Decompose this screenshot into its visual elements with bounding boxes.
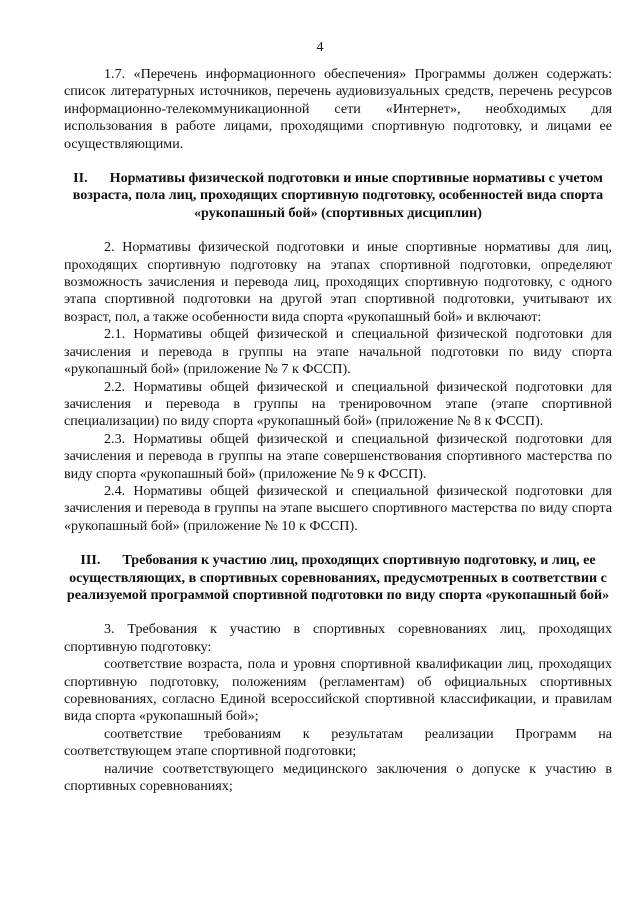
paragraph-2-4: 2.4. Нормативы общей физической и специальной физической подготовки для зачисления и перевода в группы на этапе высшего спортивного мастерства по виду спорта «рукопашный бой» (приложение № 10 к ФССП). [64, 482, 612, 534]
document-body [64, 66, 612, 795]
section-3-title: Требования к участию лиц, проходящих спортивную подготовку, и лиц, ее осуществляющих, в спортивных соревнованиях, предусмотренных в соответствии с реализуемой программой спортивной подготовки по виду спорта «рукопашный бой» [66, 552, 610, 603]
paragraph-2: 2. Нормативы физической подготовки и иные спортивные нормативы для лиц, проходящих спортивную подготовку на этапах спортивной подготовки, определяют возможность зачисления и перевода лиц, проходящих спортивную подготовку, с одного этапа спортивной подготовки на другой этап спортивной подготовки, учитывают их возраст, пол, а также особенности вида спорта «рукопашный бой» и включают: [64, 239, 612, 325]
paragraph-3-item-3: наличие соответствующего медицинского заключения о допуске к участию в спортивных соревнованиях; [64, 760, 612, 795]
paragraph-2-1: 2.1. Нормативы общей физической и специальной физической подготовки для зачисления и перевода в группы на этапе начальной подготовки по виду спорта «рукопашный бой» (приложение № 7 к ФССП). [64, 326, 612, 378]
paragraph-1-7: 1.7. «Перечень информационного обеспечения» Программы должен содержать: список литературных источников, перечень аудиовизуальных средств, перечень ресурсов информационно-телекоммуникационной сети «Интернет», необходимых для использования в работе лицами, проходящими спортивную подготовку, и лицами ее осуществляющими. [64, 66, 612, 152]
page-number: 4 [316, 40, 324, 55]
section-3-number: III. [80, 552, 101, 569]
paragraph-3-item-1: соответствие возраста, пола и уровня спортивной квалификации лиц, проходящих спортивную подготовку, положениям (регламентам) об официальных спортивных соревнованиях, согласно Единой всероссийской спортивной классификации, и правилам вида спорта «рукопашный бой»; [64, 656, 612, 725]
paragraph-3-item-2: соответствие требованиям к результатам реализации Программ на соответствующем этапе спортивной подготовки; [64, 725, 612, 760]
paragraph-3: 3. Требования к участию в спортивных соревнованиях лиц, проходящих спортивную подготовку: [64, 621, 612, 655]
paragraph-2-3: 2.3. Нормативы общей физической и специальной физической подготовки для зачисления и перевода в группы на этапе совершенствования спортивного мастерства по виду спорта «рукопашный бой» (приложение № 9 к ФССП). [64, 430, 612, 482]
paragraph-2-2: 2.2. Нормативы общей физической и специальной физической подготовки для зачисления и перевода в группы на тренировочном этапе (этапе спортивной специализации) по виду спорта «рукопашный бой» (приложение № 8 к ФССП). [64, 378, 612, 430]
section-3-heading [64, 552, 612, 604]
section-2-number: II. [73, 170, 88, 187]
section-2-heading [64, 170, 612, 222]
section-2-title: Нормативы физической подготовки и иные спортивные нормативы с учетом возраста, пола лиц, проходящих спортивную подготовку, особенностей вида спорта «рукопашный бой» (спортивных дисциплин) [72, 170, 604, 221]
